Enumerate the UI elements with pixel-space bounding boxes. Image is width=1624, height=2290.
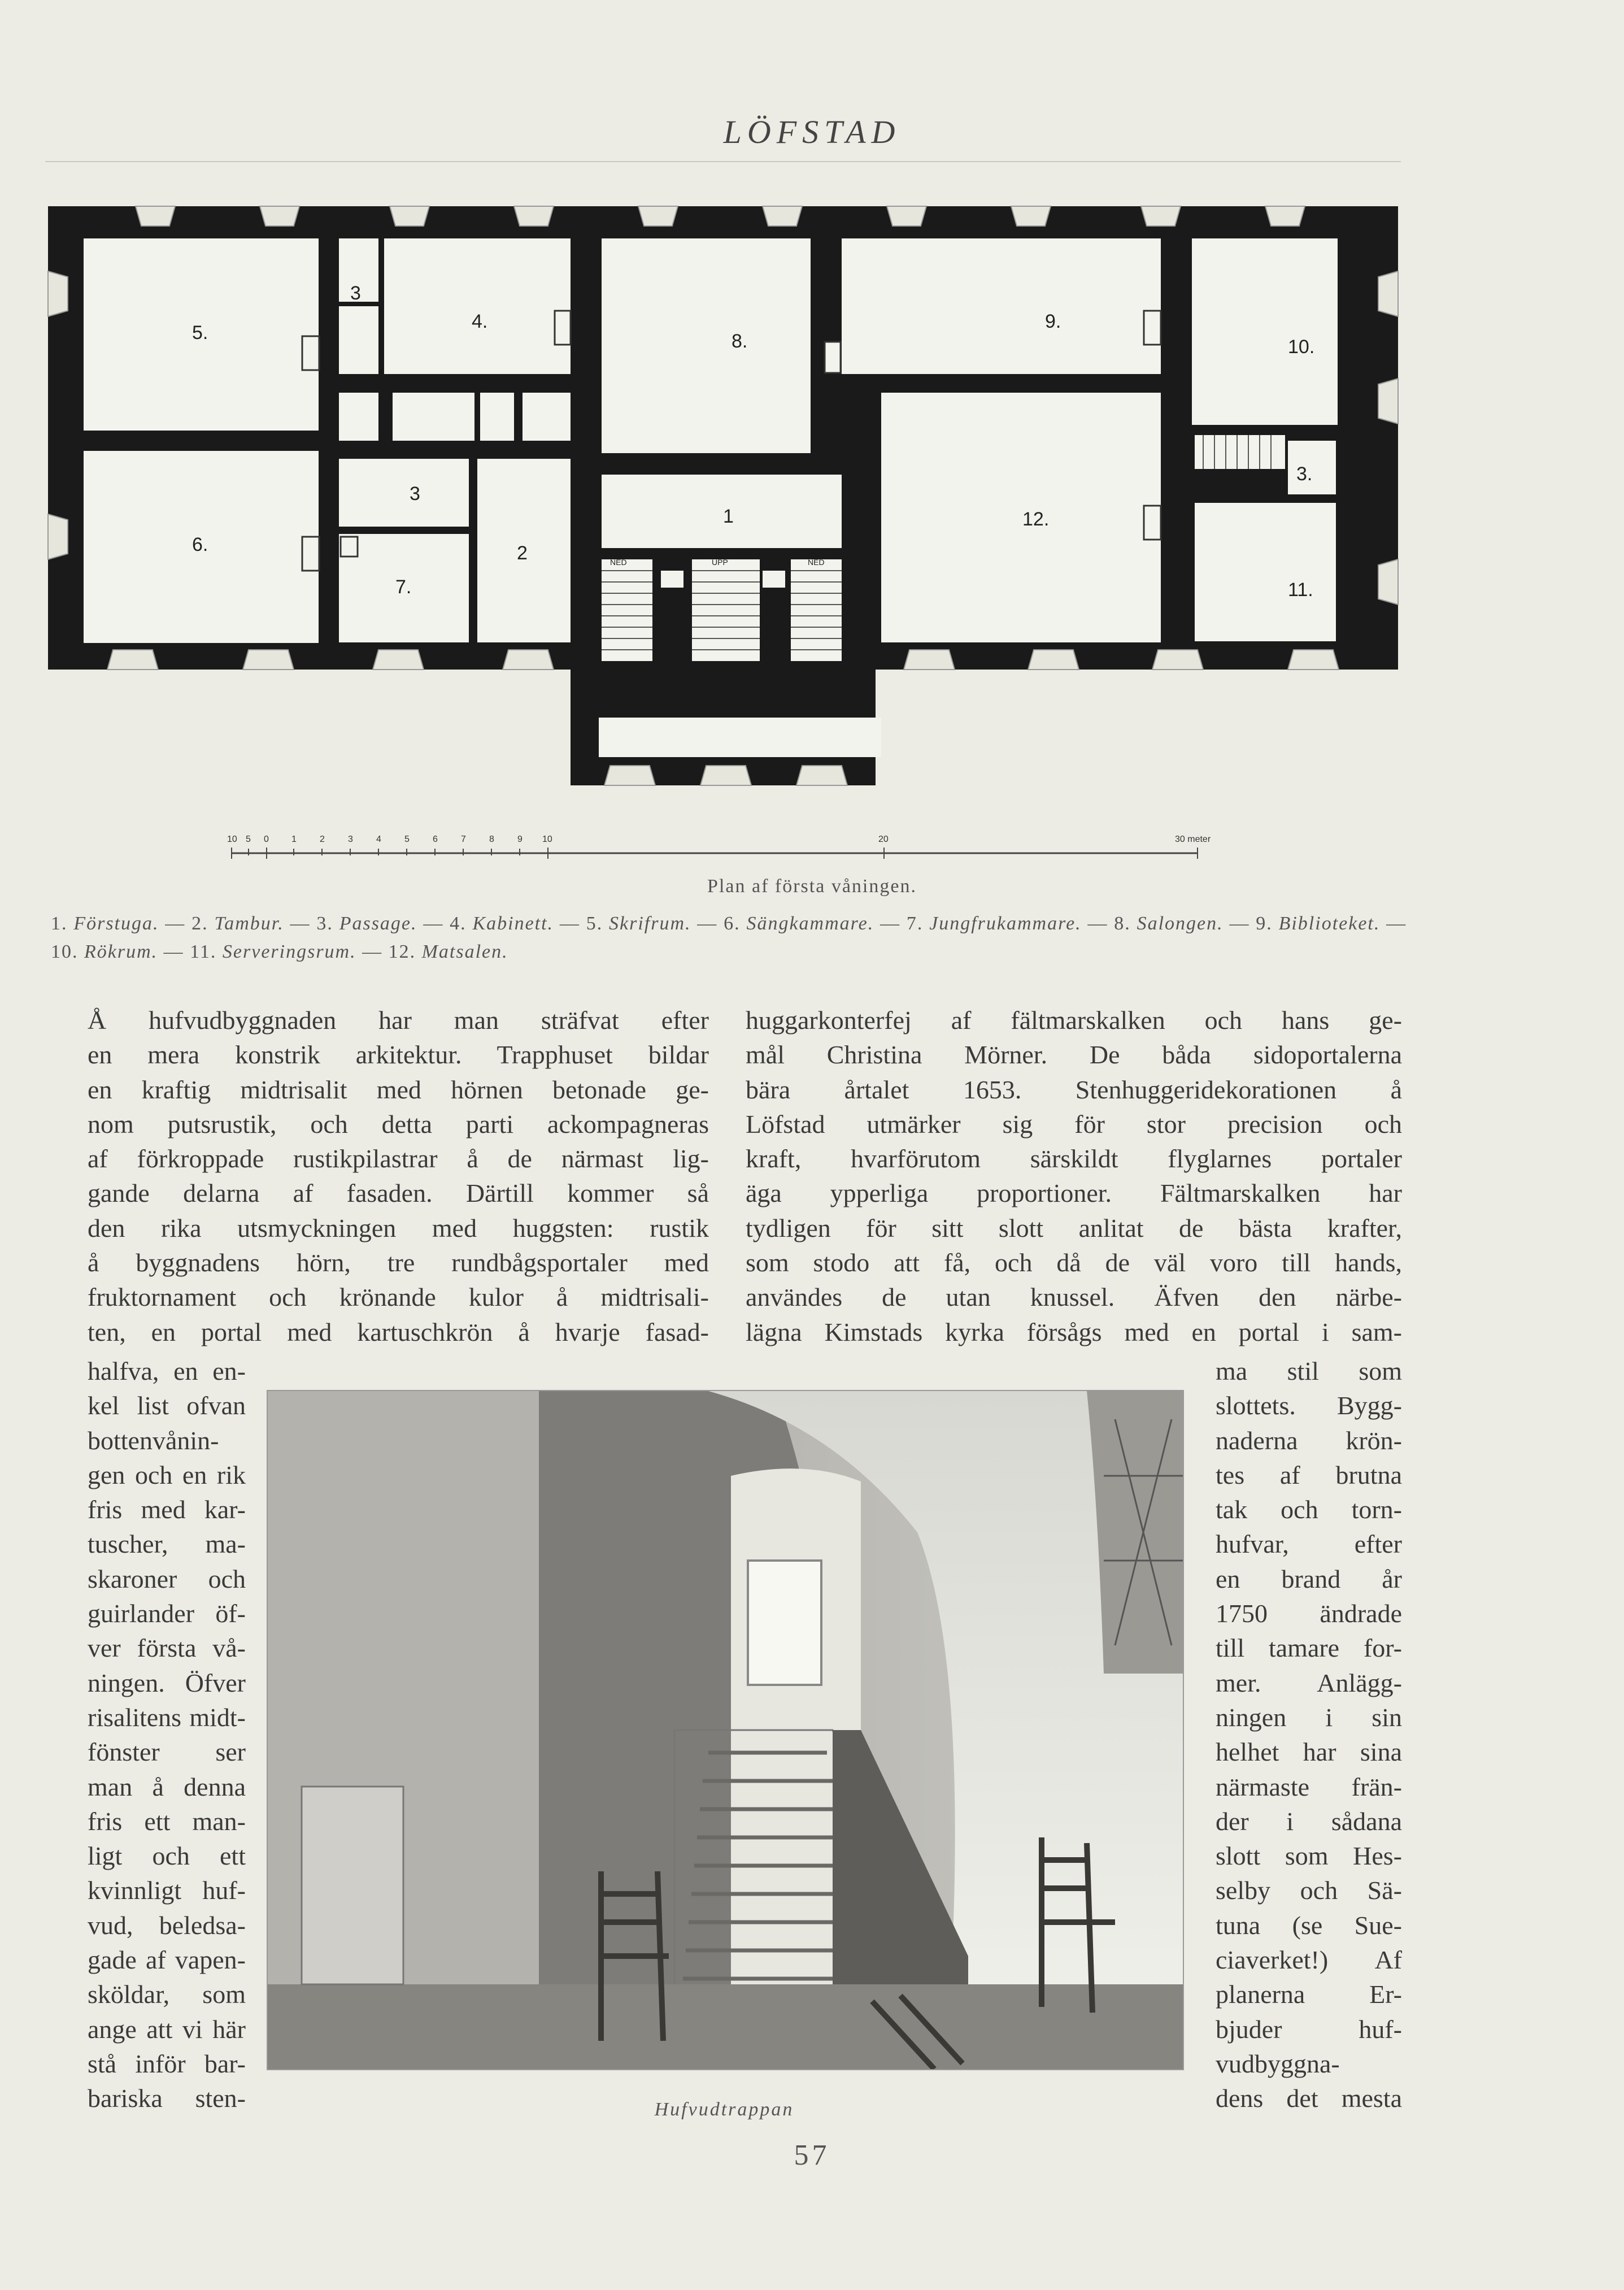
scale-label: 9 xyxy=(517,835,523,844)
room-number: 3. xyxy=(1296,463,1313,485)
scale-label: 8 xyxy=(489,835,494,844)
text-line: fönster ser xyxy=(88,1737,246,1767)
legend-number: 11. xyxy=(190,941,217,962)
body-text-right-wrap xyxy=(1216,1354,1402,2116)
text-line: skaroner och xyxy=(88,1564,246,1593)
text-line: slott som Hes- xyxy=(1216,1841,1402,1871)
scale-label: 4 xyxy=(376,835,381,844)
text-line: användes de utan knussel. Äfven den närbe- xyxy=(746,1283,1402,1312)
room-number: 7. xyxy=(395,576,412,598)
text-line: tes af brutna xyxy=(1216,1460,1402,1489)
text-line: gade af vapen- xyxy=(88,1945,246,1975)
legend-number: 8. xyxy=(1114,913,1131,934)
text-line: ten, en portal med kartuschkrön å hvarje fasad- xyxy=(88,1317,709,1346)
text-line: sköldar, som xyxy=(88,1980,246,2009)
plan-caption: Plan af första våningen. xyxy=(707,876,917,897)
scale-label: 5 xyxy=(404,835,410,844)
text-line: stå inför bar- xyxy=(88,2049,246,2078)
scale-label: 5 xyxy=(246,835,251,844)
text-line: Å hufvudbyggnaden har man sträfvat efter xyxy=(88,1006,709,1035)
text-line: mer. Anlägg- xyxy=(1216,1668,1402,1697)
text-line: en mera konstrik arkitektur. Trapphuset bildar xyxy=(88,1040,709,1070)
text-line: der i sådana xyxy=(1216,1806,1402,1836)
text-line: naderna krön- xyxy=(1216,1426,1402,1455)
text-line: till tamare for- xyxy=(1216,1633,1402,1663)
text-line: af förkroppade rustikpilastrar å de närmast lig- xyxy=(88,1144,709,1174)
scale-label: 1 xyxy=(291,835,297,844)
staircase-photo xyxy=(267,1390,1184,2070)
text-line: helhet har sina xyxy=(1216,1737,1402,1767)
scale-label: 3 xyxy=(348,835,353,844)
text-line: kvinnligt huf- xyxy=(88,1876,246,1905)
legend-number: 12. xyxy=(388,941,416,962)
plan-legend: 1. Förstuga. — 2. Tambur. — 3. Passage. — 4. Kabinett. — 5. Skrifrum. — 6. Sängkammare. — 7. Jungfrukammare. — 8. Salongen. — 9. Biblioteket. — 10. Rökrum. — 11. Serveringsrum. — 12. Matsalen. xyxy=(51,913,1407,962)
legend-room-name: Matsalen. xyxy=(421,941,508,962)
text-line: tuscher, ma- xyxy=(88,1529,246,1559)
text-line: gen och en rik xyxy=(88,1460,246,1489)
header-rule xyxy=(45,161,1401,162)
floor-plan-drawing xyxy=(40,198,1418,791)
legend-room-name: Jungfrukammare. xyxy=(929,913,1082,934)
scale-label: 30 meter xyxy=(1175,835,1211,844)
legend-room-name: Skrifrum. xyxy=(609,913,691,934)
text-line: mål Christina Mörner. De båda sidoportalerna xyxy=(746,1040,1402,1070)
legend-number: 2. xyxy=(191,913,208,934)
stair-label: NED xyxy=(808,558,825,567)
text-line: planerna Er- xyxy=(1216,1980,1402,2009)
room-number: 10. xyxy=(1288,336,1315,358)
scale-label: 6 xyxy=(433,835,438,844)
text-line: fris ett man- xyxy=(88,1806,246,1836)
text-line: slottets. Bygg- xyxy=(1216,1391,1402,1420)
text-line: ningen. Öfver xyxy=(88,1668,246,1697)
text-line: bottenvånin- xyxy=(88,1426,219,1455)
scale-label: 0 xyxy=(264,835,269,844)
text-line: gande delarna af fasaden. Därtill kommer så xyxy=(88,1179,709,1208)
room-number: 4. xyxy=(472,311,488,332)
text-line: ver första vå- xyxy=(88,1633,246,1663)
legend-number: 1. xyxy=(51,913,68,934)
text-line: selby och Sä- xyxy=(1216,1876,1402,1905)
room-number: 5. xyxy=(192,322,208,344)
text-line: huggarkonterfej af fältmarskalken och hans ge- xyxy=(746,1006,1402,1035)
text-line: den rika utsmyckningen med huggsten: rustik xyxy=(88,1213,709,1242)
legend-room-name: Biblioteket. xyxy=(1278,913,1381,934)
text-line: dens det mesta xyxy=(1216,2084,1402,2113)
text-line: bära årtalet 1653. Stenhuggeridekorationen å xyxy=(746,1075,1402,1104)
body-text-right xyxy=(746,1003,1402,1349)
body-text-left-wrap xyxy=(88,1354,246,2116)
text-line: hufvar, efter xyxy=(1216,1529,1402,1559)
scale-label: 10 xyxy=(227,835,237,844)
legend-number: 9. xyxy=(1256,913,1273,934)
stair-label: UPP xyxy=(712,558,728,567)
text-line: tydligen för sitt slott anlitat de bästa krafter, xyxy=(746,1213,1402,1242)
scale-label: 7 xyxy=(461,835,466,844)
legend-number: 5. xyxy=(586,913,603,934)
legend-room-name: Förstuga. xyxy=(73,913,159,934)
text-line: å byggnadens hörn, tre rundbågsportaler med xyxy=(88,1248,709,1277)
text-line: ningen i sin xyxy=(1216,1702,1402,1732)
room-number: 8. xyxy=(732,331,748,352)
text-line: äga ypperliga proportioner. Fältmarskalken har xyxy=(746,1179,1402,1208)
room-number: 6. xyxy=(192,534,208,555)
text-line: närmaste frän- xyxy=(1216,1772,1402,1801)
text-line: tak och torn- xyxy=(1216,1495,1402,1524)
text-line: fris med kar- xyxy=(88,1495,246,1524)
legend-number: 7. xyxy=(906,913,924,934)
text-line: tuna (se Sue- xyxy=(1216,1910,1402,1940)
floor-plan xyxy=(40,198,1418,791)
legend-number: 6. xyxy=(724,913,741,934)
stair-label: NED xyxy=(610,558,627,567)
room-number: 2 xyxy=(517,542,528,564)
scale-label: 2 xyxy=(320,835,325,844)
text-line: ange att vi här xyxy=(88,2014,246,2044)
text-line: halfva, en en- xyxy=(88,1357,246,1385)
staircase-photo-image xyxy=(268,1391,1183,2069)
text-line: bjuder huf- xyxy=(1216,2014,1402,2044)
room-number: 12. xyxy=(1022,509,1050,530)
text-line: kraft, hvarförutom särskildt flyglarnes portaler xyxy=(746,1144,1402,1174)
text-line: bariska sten- xyxy=(88,2084,246,2113)
text-line: nom putsrustik, och detta parti ackompagneras xyxy=(88,1109,709,1139)
scale-label: 10 xyxy=(542,835,552,844)
legend-room-name: Kabinett. xyxy=(472,913,554,934)
legend-room-name: Serveringsrum. xyxy=(222,941,356,962)
text-line: vudbyggna- xyxy=(1216,2049,1340,2078)
legend-room-name: Rökrum. xyxy=(84,941,158,962)
text-line: fruktornament och krönande kulor å midtrisali- xyxy=(88,1283,709,1312)
page-number: 57 xyxy=(794,2139,830,2171)
scale-bar xyxy=(215,819,1288,864)
scale-label: 20 xyxy=(878,835,889,844)
legend-number: 4. xyxy=(450,913,467,934)
legend-room-name: Tambur. xyxy=(214,913,284,934)
text-line: vud, beledsa- xyxy=(88,1910,246,1940)
text-line: kel list ofvan xyxy=(88,1391,246,1420)
room-number: 1 xyxy=(723,506,734,527)
text-line: ligt och ett xyxy=(88,1841,246,1871)
legend-room-name: Passage. xyxy=(339,913,417,934)
room-number: 3 xyxy=(410,483,420,505)
text-line: ciaverket!) Af xyxy=(1216,1945,1402,1975)
room-number: 9. xyxy=(1045,311,1061,332)
legend-room-name: Sängkammare. xyxy=(746,913,874,934)
text-line: en kraftig midtrisalit med hörnen betonade ge- xyxy=(88,1075,709,1104)
legend-room-name: Salongen. xyxy=(1137,913,1224,934)
text-line: guirlander öf- xyxy=(88,1599,246,1628)
photo-caption: Hufvudtrappan xyxy=(654,2099,794,2120)
legend-number: 10. xyxy=(51,941,79,962)
text-line: 1750 ändrade xyxy=(1216,1599,1402,1628)
room-number: 3 xyxy=(350,283,361,304)
text-line: en brand år xyxy=(1216,1564,1402,1593)
text-line: man å denna xyxy=(88,1772,246,1801)
text-line: ma stil som xyxy=(1216,1357,1402,1385)
legend-number: 3. xyxy=(316,913,333,934)
text-line: Löfstad utmärker sig för stor precision och xyxy=(746,1109,1402,1139)
room-number: 11. xyxy=(1288,579,1313,601)
text-line: risalitens midt- xyxy=(88,1702,246,1732)
text-line: lägna Kimstads kyrka försågs med en portal i sam- xyxy=(746,1317,1402,1346)
running-head: LÖFSTAD xyxy=(723,114,901,150)
text-line: som stodo att få, och då de väl voro till hands, xyxy=(746,1248,1402,1277)
body-text-left xyxy=(88,1003,709,1349)
